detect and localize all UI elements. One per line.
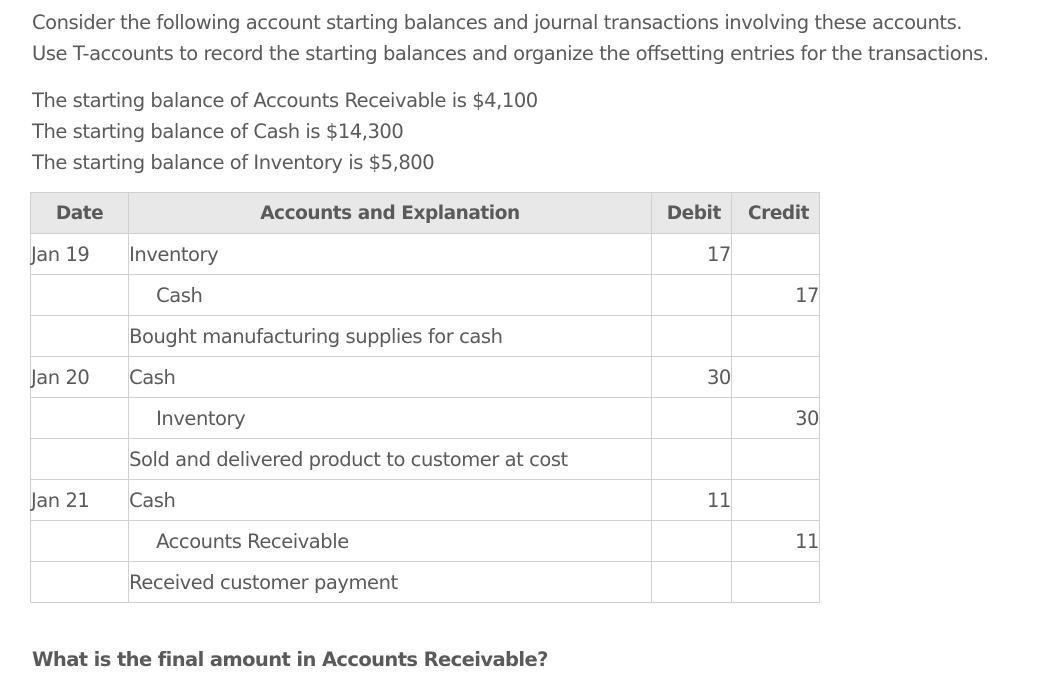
table-row [31,275,820,316]
row-account: Cash [129,275,652,316]
row-date: Jan 19 [31,234,129,275]
row-date [31,439,129,480]
row-debit [651,439,731,480]
table-row [31,439,820,480]
header-date: Date [31,193,129,234]
table-row [31,562,820,603]
row-date: Jan 21 [31,480,129,521]
row-debit [651,562,731,603]
row-date [31,521,129,562]
row-debit: 30 [651,357,731,398]
table-row [31,316,820,357]
row-credit: 17 [731,275,819,316]
row-debit [651,316,731,357]
balance-inventory: The starting balance of Inventory is $5,800 [32,151,435,174]
table-row [31,398,820,439]
row-debit [651,275,731,316]
balance-cash: The starting balance of Cash is $14,300 [32,120,404,143]
header-credit: Credit [731,193,819,234]
table-row [31,480,820,521]
table-row [31,521,820,562]
row-account: Inventory [129,398,652,439]
row-credit [731,562,819,603]
row-date [31,316,129,357]
journal-table [30,192,820,603]
row-credit [731,357,819,398]
journal-header-row [31,193,820,234]
header-accounts: Accounts and Explanation [129,193,652,234]
table-row [31,234,820,275]
row-debit: 17 [651,234,731,275]
row-date [31,275,129,316]
instructions [32,7,989,69]
row-credit [731,480,819,521]
row-credit [731,316,819,357]
row-date: Jan 20 [31,357,129,398]
row-explanation: Bought manufacturing supplies for cash [129,316,652,357]
table-row [31,357,820,398]
instructions-line-2: Use T-accounts to record the starting balances and organize the offsetting entries for the transactions. [32,42,989,65]
instructions-line-1: Consider the following account starting balances and journal transactions involving these accounts. [32,11,963,34]
row-account: Cash [129,480,652,521]
row-date [31,398,129,439]
row-account: Cash [129,357,652,398]
row-credit: 11 [731,521,819,562]
question-text: What is the final amount in Accounts Receivable? [32,648,548,671]
row-explanation: Received customer payment [129,562,652,603]
row-explanation: Sold and delivered product to customer at cost [129,439,652,480]
row-account: Inventory [129,234,652,275]
row-debit [651,521,731,562]
row-credit [731,234,819,275]
balance-accounts-receivable: The starting balance of Accounts Receivable is $4,100 [32,89,538,112]
starting-balances [32,85,538,178]
row-credit [731,439,819,480]
row-account: Accounts Receivable [129,521,652,562]
header-debit: Debit [651,193,731,234]
row-debit: 11 [651,480,731,521]
row-credit: 30 [731,398,819,439]
row-debit [651,398,731,439]
row-date [31,562,129,603]
